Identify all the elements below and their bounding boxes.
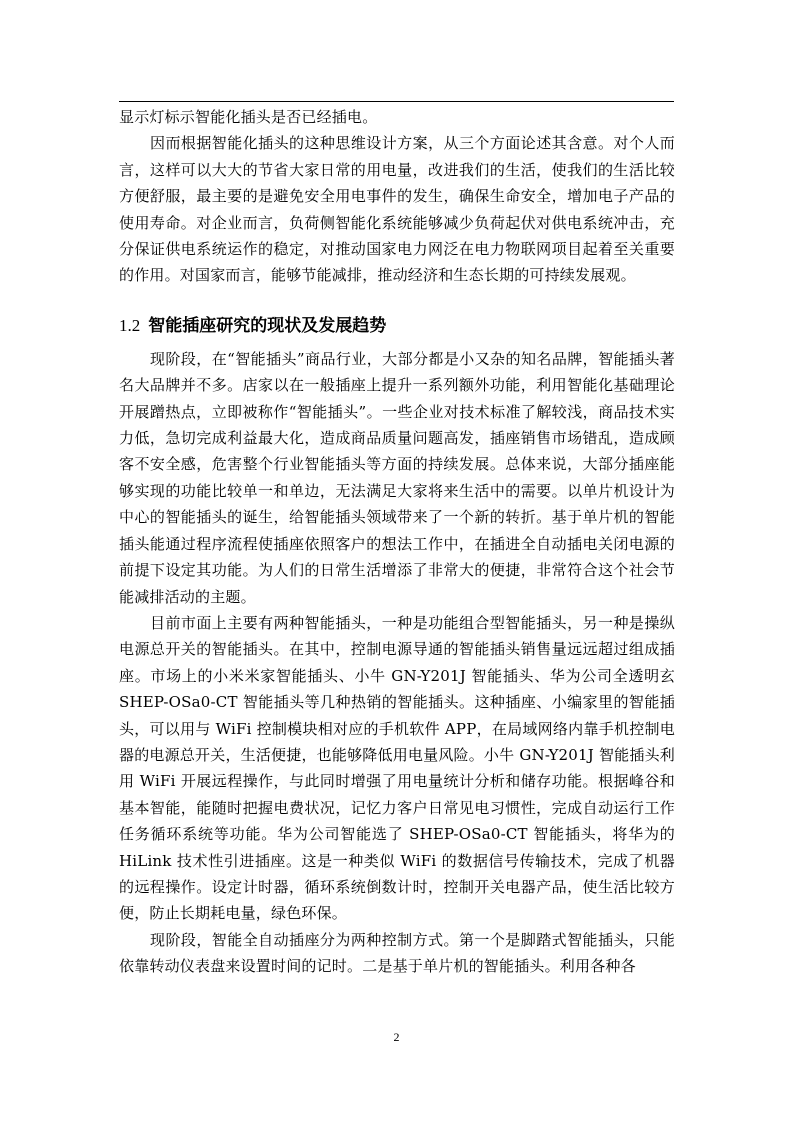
paragraph-control-methods: 现阶段，智能全自动插座分为两种控制方式。第一个是脚踏式智能插头，只能依靠转动仪表盘来设置时间的记时。二是基于单片机的智能插头。利用各种各 — [119, 930, 675, 976]
header-rule — [119, 101, 674, 102]
paragraph-significance: 因而根据智能化插头的这种思维设计方案，从三个方面论述其含意。对个人而言，这样可以大大的节省大家日常的用电量，改进我们的生活，使我们的生活比较方便舒服，最主要的是避免安全用电事件的发生，确保生命安全，增加电子产品的使用寿命。对企业而言，负荷侧智能化系统能够减少负荷起伏对供电系统冲击，充分保证供电系统运作的稳定，对推动国家电力网泛在电力物联网项目起着至关重要的作用。对国家而言，能够节能减排，推动经济和生态长期的可持续发展观。 — [119, 134, 675, 285]
page-body — [119, 104, 675, 980]
section-title: 智能插座研究的现状及发展趋势 — [148, 315, 387, 336]
paragraph-current-status: 现阶段，在“智能插头”商品行业，大部分都是小又杂的知名品牌，智能插头著名大品牌并不多。店家以在一般插座上提升一系列额外功能，利用智能化基础理论开展蹭热点，立即被称作“智能插头”。一些企业对技术标准了解较浅，商品技术实力低，急切完成利益最大化，造成商品质量问题高发，插座销售市场错乱，造成顾客不安全感，危害整个行业智能插头等方面的持续发展。总体来说，大部分插座能够实现的功能比较单一和单边，无法满足大家将来生活中的需要。以单片机设计为中心的智能插头的诞生，给智能插头领域带来了一个新的转折。基于单片机的智能插头能通过程序流程使插座依照客户的想法工作中，在插进全自动插电关闭电源的前提下设定其功能。为人们的日常生活增添了非常大的便捷，非常符合这个社会节能减排活动的主题。 — [119, 349, 675, 606]
paragraph-market-products: 目前市面上主要有两种智能插头，一种是功能组合型智能插头，另一种是操纵电源总开关的智能插头。在其中，控制电源导通的智能插头销售量远远超过组成插座。市场上的小米米家智能插头、小牛 GN-Y201J 智能插头、华为公司全透明玄 SHEP-OSa0-CT 智能插头等几种热销的智能插头。这种插座、小编家里的智能插头，可以用与 WiFi 控制模块相对应的手机软件 APP，在局域网络内靠手机控制电器的电源总开关，生活便捷，也能够降低用电量风险。小牛 GN-Y201J 智能插头利用 WiFi 开展远程操作，与此同时增强了用电量统计分析和储存功能。根据峰谷和基本智能，能随时把握电费状况，记忆力客户日常见电习惯性，完成自动运行工作任务循环系统等功能。华为公司智能选了 SHEP-OSa0-CT 智能插头，将华为的 HiLink 技术性引进插座。这是一种类似 WiFi 的数据信号传输技术，完成了机器的远程操作。设定计时器，循环系统倒数计时，控制开关电器产品，使生活比较方便，防止长期耗电量，绿色环保。 — [119, 613, 675, 923]
section-number: 1.2 — [119, 315, 141, 335]
page-number: 2 — [393, 1030, 400, 1044]
paragraph-continuation: 显示灯标示智能化插头是否已经插电。 — [119, 108, 378, 126]
section-heading — [119, 312, 675, 340]
